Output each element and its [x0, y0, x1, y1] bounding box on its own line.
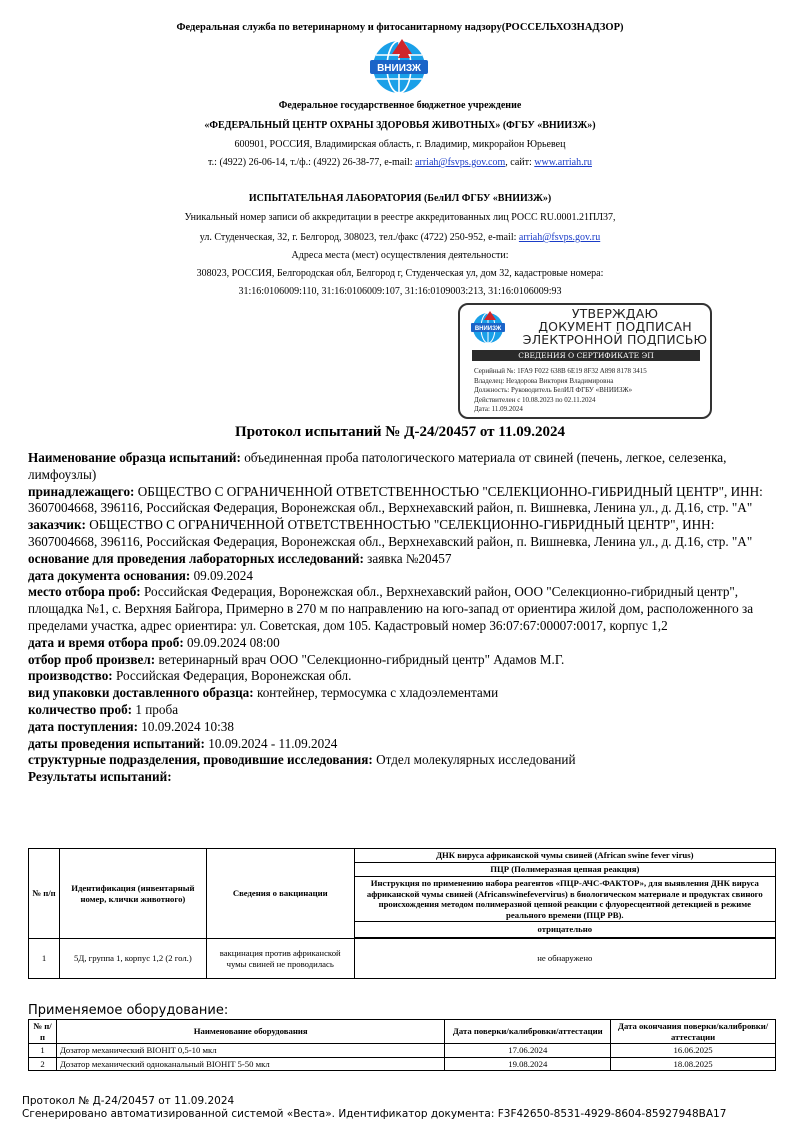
field-test-dates: даты проведения испытаний: 10.09.2024 - 11.09.2024 [28, 735, 338, 751]
logo-text: ВНИИЗЖ [377, 63, 421, 74]
equipment-col-name: Наименование оборудования [56, 1020, 444, 1044]
field-packaging: вид упаковки доставленного образца: контейнер, термосумка с хладоэлементами [28, 685, 499, 701]
equipment-row-num: 1 [29, 1044, 57, 1058]
lab-email-link[interactable]: arriah@fsvps.gov.ru [518, 232, 601, 243]
field-sampling-place: место отбора проб: Российская Федерация, Воронежская обл., Верхнехавский район, ООО "Селекционно-гибридный центр", площадка №1, с. Верхняя Байгора, Примерно в 270 м по направлению на юго-запад от ориентира жилой дом, расположенного за пределами участка, адрес ориентира: ул. Советская, дом 105. Кадастровый номер 36:07:67:00007:0017, корпус 1,2 [28, 584, 754, 633]
field-owner: принадлежащего: ОБЩЕСТВО С ОГРАНИЧЕННОЙ ОТВЕТСТВЕННОСТЬЮ "СЕЛЕКЦИОННО-ГИБРИДНЫЙ ЦЕНТР", ИНН: 3607004668, 396116, Российская Федерация, Воронежская обл., Верхнехавский район, п. Вишневка, Ленина ул., д. Д.16, стр. "А" [28, 483, 763, 516]
equipment-row-date: 19.08.2024 [445, 1057, 611, 1071]
field-basis: основание для проведения лабораторных исследований: заявка №20457 [28, 550, 452, 566]
equipment-row-name: Дозатор механический BIOHIT 0,5-10 мкл [56, 1044, 444, 1058]
stamp-cert-bar: СВЕДЕНИЯ О СЕРТИФИКАТЕ ЭП [472, 350, 700, 361]
results-col-vaccination: Сведения о вакцинации [206, 849, 354, 939]
stamp-validity: Действителен с 10.08.2023 по 02.11.2024 [474, 395, 596, 404]
stamp-approve: УТВЕРЖДАЮ [571, 306, 659, 321]
stamp-date: Дата: 11.09.2024 [474, 405, 523, 413]
page-footer [22, 1095, 726, 1121]
protocol-title: Протокол испытаний № Д-24/20457 от 11.09.2024 [235, 424, 565, 440]
results-col-num: № п/п [29, 849, 60, 939]
results-method: ПЦР (Полимеразная цепная реакция) [354, 863, 775, 877]
lab-name: ИСПЫТАТЕЛЬНАЯ ЛАБОРАТОРИЯ (БелИЛ ФГБУ «ВНИИЗЖ») [248, 193, 552, 204]
equipment-row-end: 16.06.2025 [611, 1044, 776, 1058]
activity-address-2: 31:16:0106009:110, 31:16:0106009:107, 31:16:0109003:213, 31:16:0106009:93 [238, 286, 562, 297]
field-customer: заказчик: ОБЩЕСТВО С ОГРАНИЧЕННОЙ ОТВЕТСТВЕННОСТЬЮ "СЕЛЕКЦИОННО-ГИБРИДНЫЙ ЦЕНТР", ИНН: 3607004668, 396116, Российская Федерация, Воронежская обл., Верхнехавский район, п. Вишневка, Ленина ул., д. Д.16, стр. "А" [28, 517, 753, 549]
equipment-row-num: 2 [29, 1057, 57, 1071]
stamp-info [474, 367, 647, 415]
stamp-logo-text: ВНИИЗЖ [474, 326, 502, 332]
results-col-id: Идентификация (инвентарный номер, клички животного) [59, 849, 206, 939]
footer-protocol: Протокол № Д-24/20457 от 11.09.2024 [22, 1095, 235, 1107]
field-receipt-date: дата поступления: 10.09.2024 10:38 [28, 718, 234, 734]
institution-type: Федеральное государственное бюджетное учреждение [278, 100, 522, 111]
equipment-row-end: 18.08.2025 [611, 1057, 776, 1071]
field-departments: структурные подразделения, проводившие исследования: Отдел молекулярных исследований [28, 752, 576, 768]
lab-address [0, 232, 800, 243]
stamp-signed: ДОКУМЕНТ ПОДПИСАН [538, 319, 692, 334]
vniizzh-logo [362, 38, 436, 96]
equipment-col-end: Дата окончания поверки/калибровки/аттестации [611, 1020, 776, 1044]
equipment-label: Применяемое оборудование: [28, 1003, 229, 1018]
site-link[interactable]: www.arriah.ru [534, 157, 592, 168]
agency-title: Федеральная служба по ветеринарному и фитосанитарному надзору(РОССЕЛЬХОЗНАДЗОР) [176, 22, 624, 33]
lab-address-text: ул. Студенческая, 32, г. Белгород, 308023, тел./факс (4722) 250-952, e-mail: [199, 232, 519, 243]
institution-address: 600901, РОССИЯ, Владимирская область, г. Владимир, микрорайон Юрьевец [234, 139, 566, 150]
field-sample-name: Наименование образца испытаний: объединенная проба патологического материала от свиней (печень, легкое, селезенка, лимфоузлы) [28, 450, 727, 482]
table-row [29, 1044, 776, 1058]
footer-generated: Сгенерировано автоматизированной системой «Веста». Идентификатор документа: F3F42650-8531-4929-8604-85927948BA17 [22, 1108, 727, 1120]
site-prefix: , сайт: [505, 157, 535, 168]
signature-stamp [458, 303, 712, 419]
field-sampling-datetime: дата и время отбора проб: 09.09.2024 08:00 [28, 634, 280, 650]
stamp-logo [468, 311, 508, 345]
stamp-position: Должность: Руководитель БелИЛ ФГБУ «ВНИИЗЖ» [474, 386, 633, 394]
stamp-owner: Владелец: Нездорова Виктория Владимировна [474, 376, 614, 385]
field-production: производство: Российская Федерация, Воронежская обл. [28, 668, 352, 684]
result-row-id: 5Д, группа 1, корпус 1,2 (2 гол.) [59, 939, 206, 979]
results-disease: ДНК вируса африканской чумы свиней (African swine fever virus) [354, 849, 775, 863]
equipment-table [28, 1019, 776, 1071]
result-row-vaccination: вакцинация против африканской чумы свиней не проводилась [206, 939, 354, 979]
table-row [29, 939, 776, 979]
equipment-col-date: Дата поверки/калибровки/аттестации [445, 1020, 611, 1044]
protocol-fields [28, 450, 780, 786]
equipment-row-date: 17.06.2024 [445, 1044, 611, 1058]
lab-accreditation: Уникальный номер записи об аккредитации в реестре аккредитованных лиц РОСС RU.0001.21ПЛ37, [184, 212, 616, 223]
institution-name: «ФЕДЕРАЛЬНЫЙ ЦЕНТР ОХРАНЫ ЗДОРОВЬЯ ЖИВОТНЫХ» (ФГБУ «ВНИИЗЖ») [204, 120, 596, 131]
results-table [28, 848, 776, 979]
equipment-row-name: Дозатор механический одноканальный BIOHIT 5-50 мкл [56, 1057, 444, 1071]
contacts-text: т.: (4922) 26-06-14, т./ф.: (4922) 26-38-77, e-mail: [208, 157, 416, 168]
results-norm: отрицательно [354, 922, 775, 938]
result-row-num: 1 [29, 939, 60, 979]
result-row-value: не обнаружено [354, 939, 775, 979]
field-basis-date: дата документа основания: 09.09.2024 [28, 567, 253, 583]
activity-places-label: Адреса места (мест) осуществления деятельности: [291, 250, 509, 261]
field-results-heading: Результаты испытаний: [28, 769, 172, 785]
stamp-esign: ЭЛЕКТРОННОЙ ПОДПИСЬЮ [522, 332, 708, 347]
activity-address-1: 308023, РОССИЯ, Белгородская обл, Белгород г, Студенческая ул, дом 32, кадастровые номера: [196, 268, 604, 279]
equipment-col-num: № п/п [29, 1020, 57, 1044]
field-sampled-by: отбор проб произвел: ветеринарный врач ООО "Селекционно-гибридный центр" Адамов М.Г. [28, 651, 565, 667]
field-sample-count: количество проб: 1 проба [28, 701, 179, 717]
institution-contacts [0, 157, 800, 168]
stamp-serial: Серийный №: 1FA9 F022 638B 6E19 8F32 A898 8178 3415 [474, 367, 647, 375]
email-link[interactable]: arriah@fsvps.gov.com [415, 157, 506, 168]
stamp-title [522, 307, 708, 346]
results-instruction: Инструкция по применению набора реагентов «ПЦР-АЧС-ФАКТОР», для выявления ДНК вируса африканской чумы свиней (Africanswinefevervirus) в биологическом материале и продуктах свиного происхождения методом полимеразной цепной реакции с флуоресцентной детекцией в режиме реального времени (ПЦР РВ). [354, 877, 775, 922]
table-row [29, 1057, 776, 1071]
